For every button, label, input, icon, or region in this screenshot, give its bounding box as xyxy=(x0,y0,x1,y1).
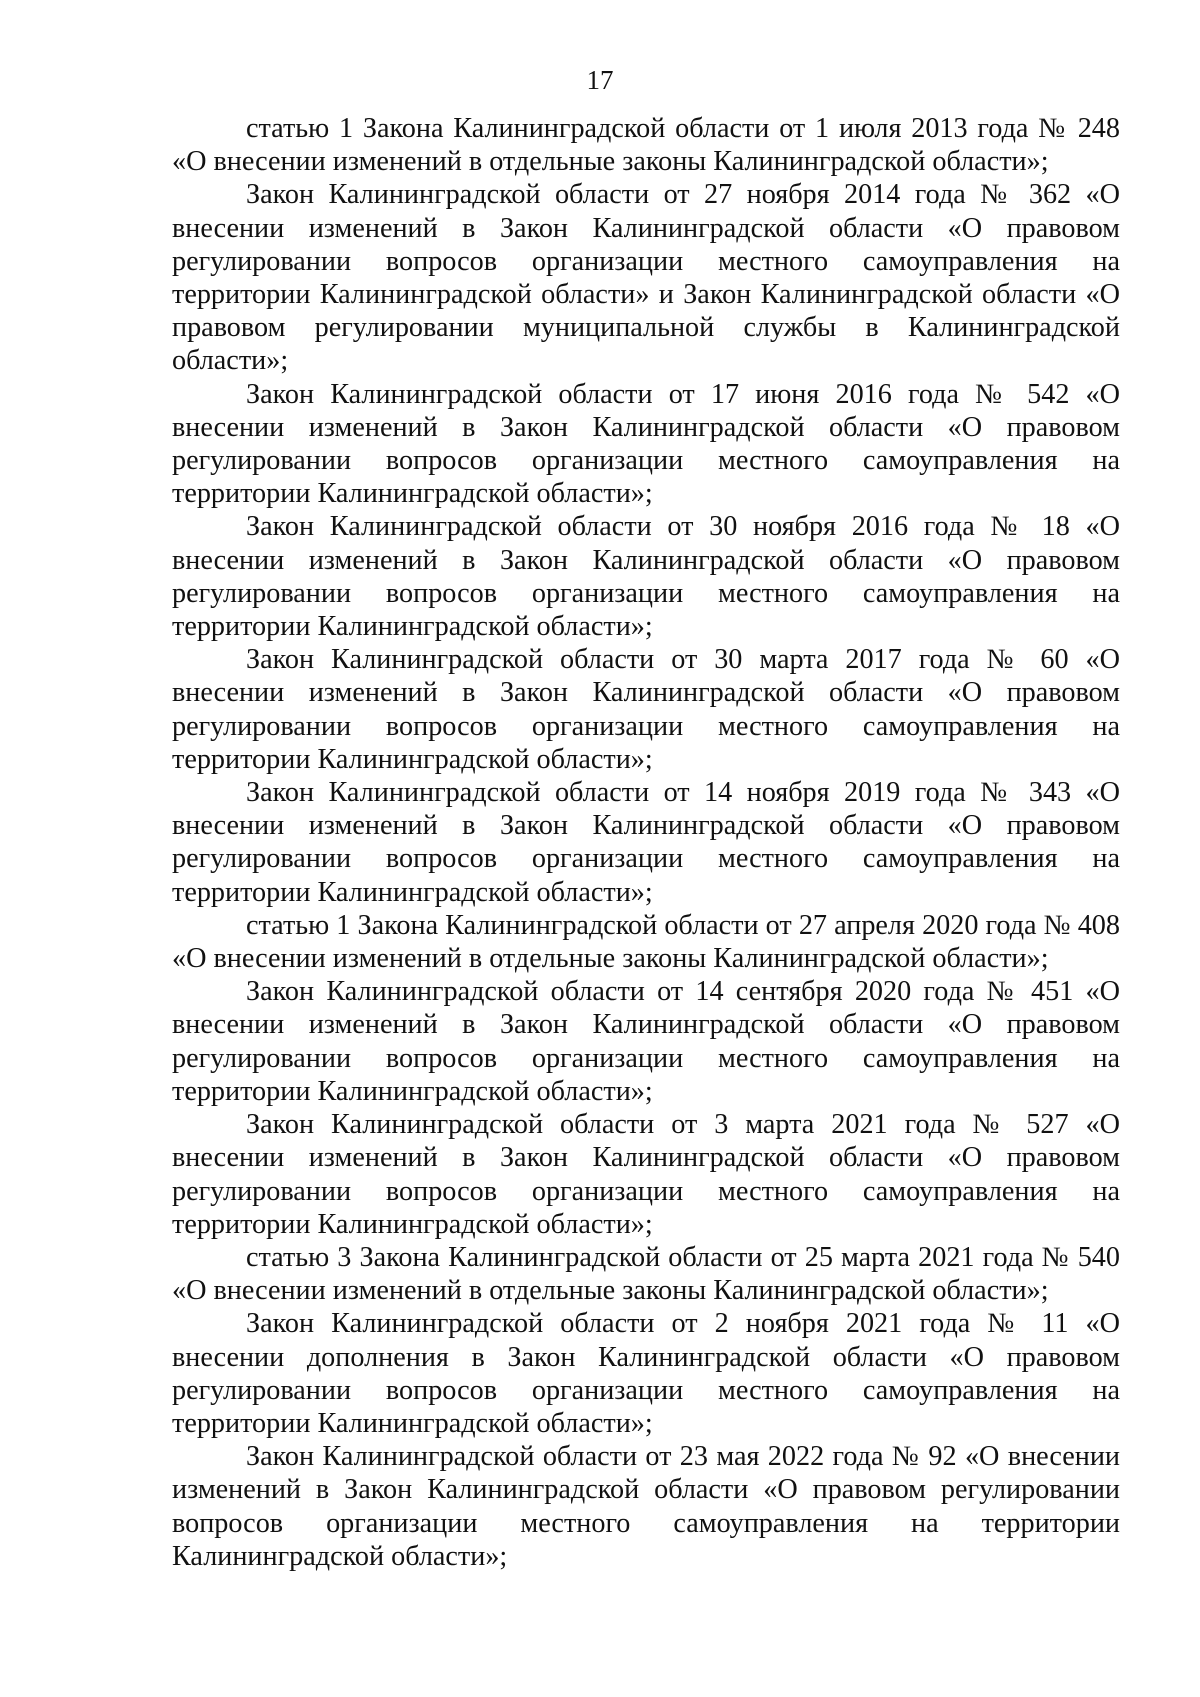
law-paragraph: Закон Калининградской области от 3 марта 2021 года № 527 «О внесении изменений в Закон Калининградской области «О правовом регулировании вопросов организации местного самоуправления на территории Калининградской области»; xyxy=(172,1109,1120,1240)
document-body xyxy=(172,112,1120,1573)
law-paragraph: статью 1 Закона Калининградской области от 27 апреля 2020 года № 408 «О внесении изменений в отдельные законы Калининградской области»; xyxy=(172,909,1120,975)
law-paragraph: Закон Калининградской области от 23 мая 2022 года № 92 «О внесении изменений в Закон Калининградской области «О правовом регулировании вопросов организации местного самоуправления на территории Калининградской области»; xyxy=(172,1441,1120,1572)
law-paragraph: статью 1 Закона Калининградской области от 1 июля 2013 года № 248 «О внесении изменений в отдельные законы Калининградской области»; xyxy=(172,113,1120,178)
law-paragraph: Закон Калининградской области от 27 ноября 2014 года № 362 «О внесении изменений в Закон Калининградской области «О правовом регулировании вопросов организации местного самоуправления на территории Калининградской области» и Закон Калининградской области «О правовом регулировании муниципальной службы в Калининградской области»; xyxy=(172,179,1120,377)
law-paragraph: Закон Калининградской области от 14 ноября 2019 года № 343 «О внесении изменений в Закон Калининградской области «О правовом регулировании вопросов организации местного самоуправления на территории Калининградской области»; xyxy=(172,777,1120,908)
law-paragraph: Закон Калининградской области от 2 ноября 2021 года № 11 «О внесении дополнения в Закон Калининградской области «О правовом регулировании вопросов организации местного самоуправления на территории Калининградской области»; xyxy=(172,1308,1120,1439)
law-paragraph: Закон Калининградской области от 17 июня 2016 года № 542 «О внесении изменений в Закон Калининградской области «О правовом регулировании вопросов организации местного самоуправления на территории Калининградской области»; xyxy=(172,378,1120,510)
law-paragraph: Закон Калининградской области от 14 сентября 2020 года № 451 «О внесении изменений в Закон Калининградской области «О правовом регулировании вопросов организации местного самоуправления на территории Калининградской области»; xyxy=(172,976,1120,1107)
law-paragraph: Закон Калининградской области от 30 марта 2017 года № 60 «О внесении изменений в Закон Калининградской области «О правовом регулировании вопросов организации местного самоуправления на территории Калининградской области»; xyxy=(172,644,1120,775)
law-paragraph: Закон Калининградской области от 30 ноября 2016 года № 18 «О внесении изменений в Закон Калининградской области «О правовом регулировании вопросов организации местного самоуправления на территории Калининградской области»; xyxy=(172,511,1120,643)
law-paragraph: статью 3 Закона Калининградской области от 25 марта 2021 года № 540 «О внесении изменений в отдельные законы Калининградской области»; xyxy=(172,1241,1120,1307)
page-number: 17 xyxy=(586,65,614,95)
